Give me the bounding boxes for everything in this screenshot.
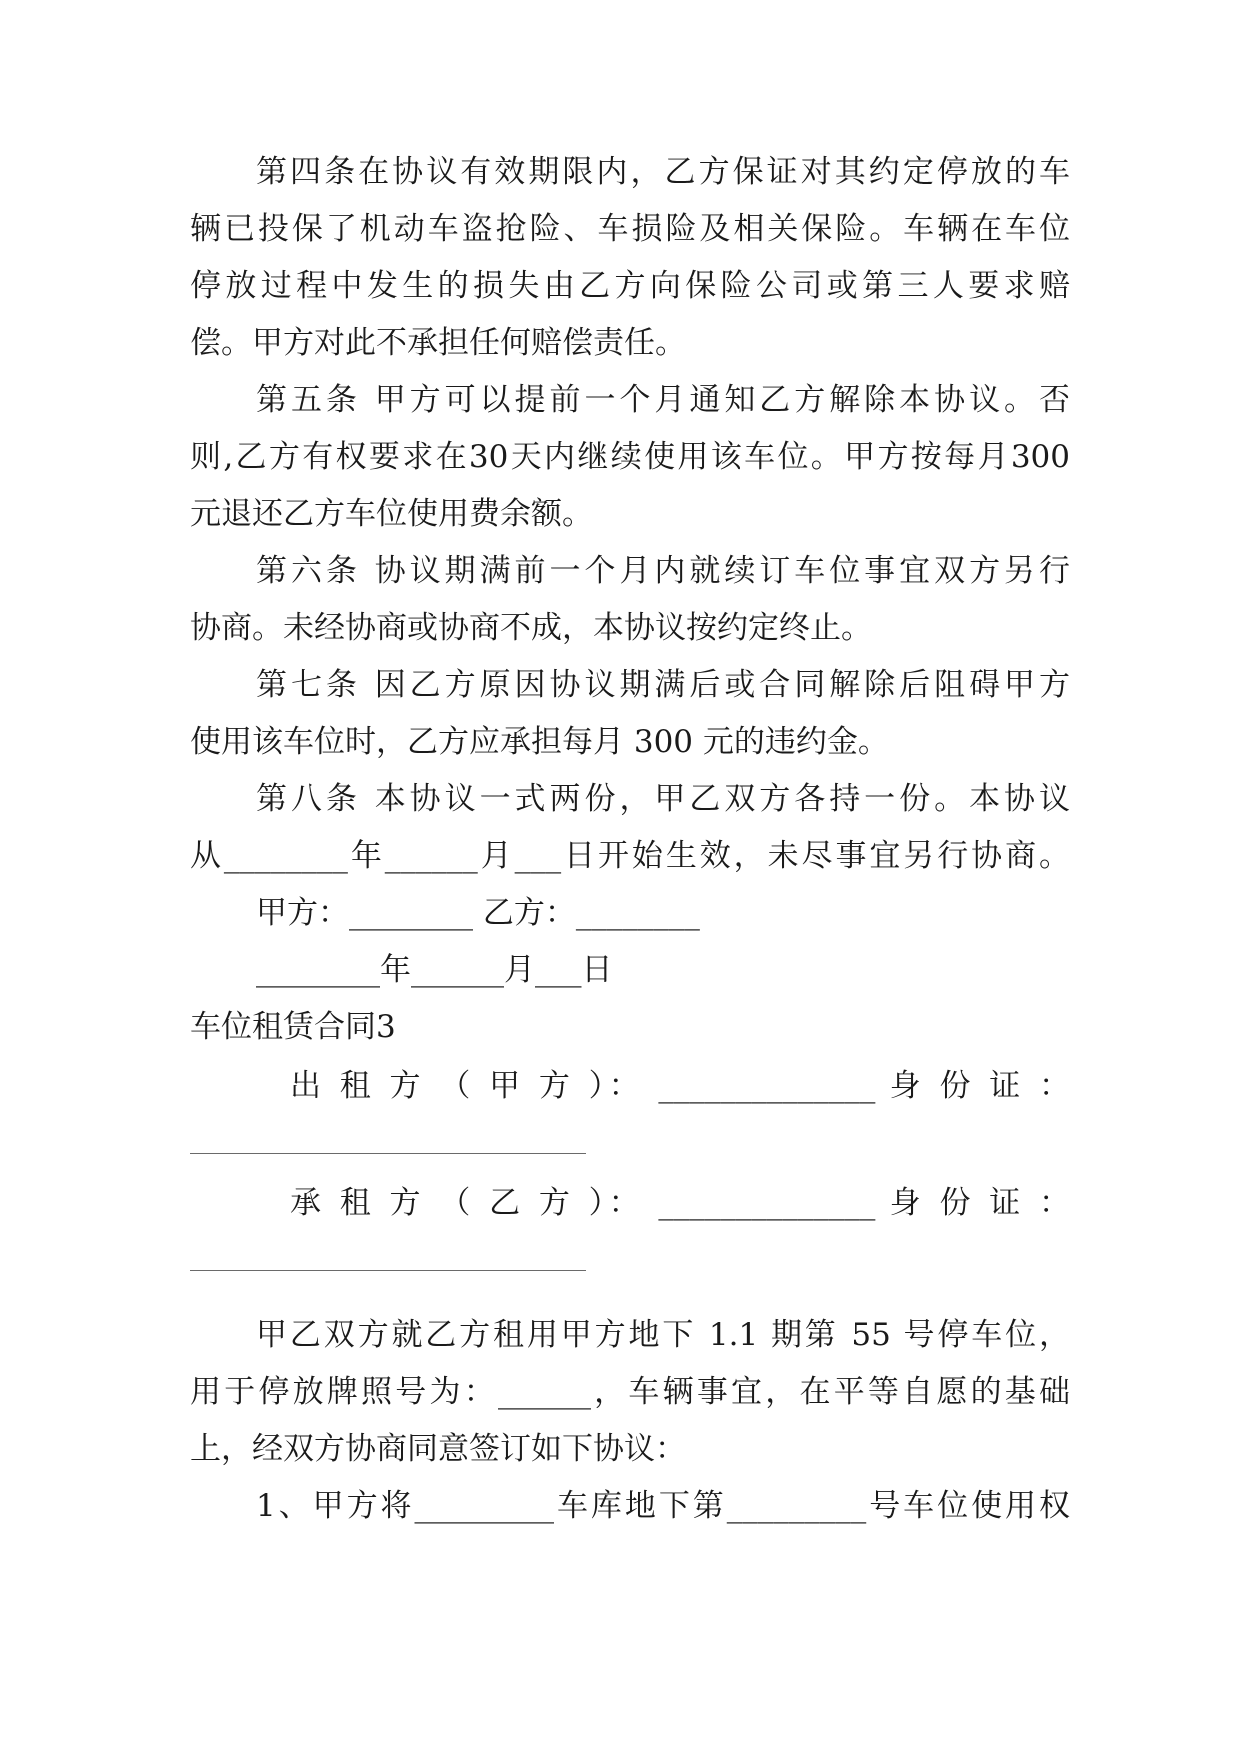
lessor-line: 出 租 方 （ 甲 方 ）： ______________ 身 份 证 ： [290,1068,1070,1104]
article-4-line-1: 第四条在协议有效期限内，乙方保证对其约定停放的车 [256,154,1070,190]
article-6-line-2: 协商。未经协商或协商不成，本协议按约定终止。 [190,610,872,646]
article-7-line-2: 使用该车位时，乙方应承担每月 300 元的违约金。 [190,724,889,760]
article-6-line-1: 第六条 协议期满前一个月内就续订车位事宜双方另行 [256,553,1070,589]
article-5-line-1: 第五条 甲方可以提前一个月通知乙方解除本协议。否 [256,382,1070,418]
article-4-line-3: 停放过程中发生的损失由乙方向保险公司或第三人要求赔 [190,268,1070,304]
article-7-line-1: 第七条 因乙方原因协议期满后或合同解除后阻碍甲方 [256,667,1070,703]
article-4-line-4: 偿。甲方对此不承担任何赔偿责任。 [190,325,686,361]
article-8-line-1: 第八条 本协议一式两份，甲乙双方各持一份。本协议 [256,781,1070,817]
lessee-id-blank-rule [190,1270,586,1271]
article-4-line-2: 辆已投保了机动车盗抢险、车损险及相关保险。车辆在车位 [190,211,1070,247]
lessor-id-blank-rule [190,1153,586,1154]
article-5-line-2: 则,乙方有权要求在30天内继续使用该车位。甲方按每月300 [190,439,1070,475]
article-8-line-2: 从________年______月___日开始生效，未尽事宜另行协商。 [190,838,1070,874]
signature-line: 甲方：________ 乙方：________ [256,895,700,931]
article-5-line-3: 元退还乙方车位使用费余额。 [190,496,593,532]
intro-line-2: 用于停放牌照号为：______，车辆事宜，在平等自愿的基础 [190,1374,1070,1410]
intro-line-1: 甲乙双方就乙方租用甲方地下 1.1 期第 55 号停车位， [256,1317,1070,1353]
intro-line-3: 上，经双方协商同意签订如下协议： [190,1431,686,1467]
clause-1-line-1: 1、甲方将_________车库地下第_________号车位使用权 [256,1488,1070,1524]
lessee-line: 承 租 方 （ 乙 方 ）： ______________ 身 份 证 ： [290,1185,1070,1221]
signature-date-line: ________年______月___日 [256,952,613,988]
contract-3-title: 车位租赁合同3 [190,1009,396,1045]
